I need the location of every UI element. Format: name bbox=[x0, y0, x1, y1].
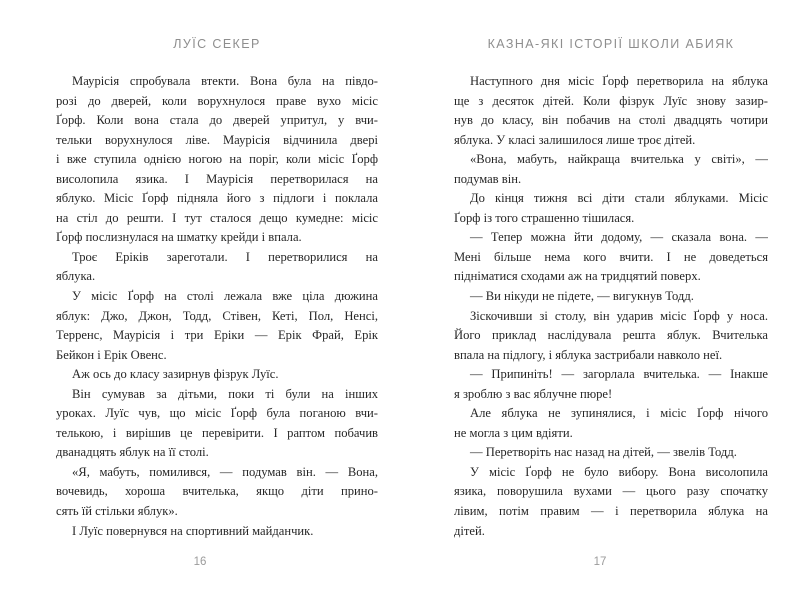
page-right bbox=[400, 0, 800, 607]
text-line: нув до класу, він побачив на столі двадцять чотири bbox=[454, 113, 768, 128]
text-line: — Припиніть! — загорлала вчителька. — Інакше bbox=[470, 367, 768, 382]
text-line: — Перетворіть нас назад на дітей, — звелів Тодд. bbox=[470, 445, 737, 460]
paragraph bbox=[454, 287, 768, 307]
text-line: впала на підлогу, і яблука застрибали навколо неї. bbox=[454, 347, 723, 362]
text-line: уроках. Луїс чув, що місіс Ґорф була поганою вчи- bbox=[56, 406, 378, 421]
text-line: висолопила язика. І Маурісія перетворилася на bbox=[56, 171, 378, 186]
text-line: яблук: Джо, Джон, Тодд, Стівен, Кеті, Пол, Ненсі, bbox=[56, 308, 378, 323]
text-line: яблука. bbox=[56, 269, 96, 284]
text-line: Ґорф. Коли вона стала до дверей упритул, у вчи- bbox=[56, 113, 378, 128]
text-line: і вже ступила однією ногою на поріг, коли місіс Ґорф bbox=[56, 152, 378, 167]
paragraph bbox=[56, 463, 378, 522]
text-line: У місіс Ґорф на столі лежала вже ціла дюжина bbox=[72, 289, 378, 304]
text-line: вочевидь, хороша вчителька, якщо діти прино- bbox=[56, 484, 378, 499]
text-line: Мені більше нема кого вчити. І не доведеться bbox=[454, 249, 768, 264]
paragraph bbox=[56, 248, 378, 287]
text-line: Бейкон і Ерік Овенс. bbox=[56, 347, 167, 362]
paragraph bbox=[454, 228, 768, 287]
text-line: ще з десяток дітей. Коли фізрук Луїс знову зазир- bbox=[454, 93, 768, 108]
paragraph bbox=[56, 72, 378, 248]
paragraph bbox=[56, 287, 378, 365]
text-line: язика, поворушила вухами — цього разу спочатку bbox=[454, 484, 768, 499]
paragraph bbox=[56, 385, 378, 463]
text-line: Аж ось до класу зазирнув фізрук Луїс. bbox=[72, 367, 279, 382]
text-line: дванадцять яблук на її столі. bbox=[56, 445, 209, 460]
page-number-right: 17 bbox=[593, 556, 607, 568]
paragraph bbox=[56, 522, 378, 542]
paragraph bbox=[454, 365, 768, 404]
text-line: телькою, і вирішив це перевірити. І раптом побачив bbox=[56, 425, 378, 440]
paragraph bbox=[56, 365, 378, 385]
text-line: дітей. bbox=[454, 523, 485, 538]
text-line: — Ви нікуди не підете, — вигукнув Тодд. bbox=[470, 289, 694, 304]
text-line: Але яблука не зупинялися, і місіс Ґорф нічого bbox=[470, 406, 768, 421]
text-line: — Тепер можна йти додому, — сказала вона. — bbox=[470, 230, 768, 245]
text-line: лівим, потім правим — і перетворила яблука на bbox=[454, 504, 768, 519]
text-line: Його приклад наслідувала решта яблук. Вчителька bbox=[454, 328, 768, 343]
running-header-author: ЛУЇС СЕКЕР bbox=[173, 37, 261, 51]
paragraph bbox=[454, 307, 768, 366]
text-line: тельки ворухнулося ліве. Маурісія відчинила двері bbox=[56, 132, 378, 147]
text-line: Ґорф послизнулася на шматку крейди і впала. bbox=[56, 230, 302, 245]
text-line: яблуко. Місіс Ґорф підняла його з підлоги і поклала bbox=[56, 191, 378, 206]
paragraph bbox=[454, 463, 768, 541]
text-column-right bbox=[454, 37, 768, 607]
text-line: подумав він. bbox=[454, 171, 522, 186]
text-line: Зіскочивши зі столу, він ударив місіс Ґорф у носа. bbox=[470, 308, 768, 323]
text-line: розі до дверей, коли ворухнулося праве вухо місіс bbox=[56, 93, 378, 108]
text-line: І Луїс повернувся на спортивний майданчик. bbox=[72, 523, 314, 538]
text-line: яблука. У класі залишилося лише троє дітей. bbox=[454, 132, 696, 147]
text-line: Троє Еріків зареготали. І перетворилися на bbox=[72, 249, 378, 264]
text-line: Він сумував за дітьми, поки ті були на інших bbox=[72, 386, 378, 401]
text-line: Терренс, Маурісія і три Еріки — Ерік Фрай, Ерік bbox=[56, 328, 378, 343]
text-line: сять їй стільки яблук». bbox=[56, 504, 178, 519]
text-line: «Я, мабуть, помилився, — подумав він. — Вона, bbox=[72, 464, 378, 479]
text-line: я зроблю з вас яблучне пюре! bbox=[454, 386, 613, 401]
paragraph bbox=[454, 189, 768, 228]
page-body-right bbox=[454, 72, 768, 541]
text-line: «Вона, мабуть, найкраща вчителька у світі», — bbox=[470, 152, 768, 167]
text-line: на стіл до решти. І тут сталося дещо кумедне: місіс bbox=[56, 210, 378, 225]
text-line: Маурісія спробувала втекти. Вона була на півдо- bbox=[72, 74, 378, 88]
paragraph bbox=[454, 72, 768, 150]
text-line: Ґорф із того страшенно тішилася. bbox=[454, 210, 635, 225]
text-line: підніматися сходами аж на тридцятий поверх. bbox=[454, 269, 701, 284]
paragraph bbox=[454, 443, 768, 463]
running-header-title: КАЗНА-ЯКІ ІСТОРІЇ ШКОЛИ АБИЯК bbox=[487, 37, 735, 51]
text-line: Наступного дня місіс Ґорф перетворила на яблука bbox=[470, 74, 768, 88]
text-line: У місіс Ґорф не було вибору. Вона висолопила bbox=[470, 464, 768, 479]
paragraph bbox=[454, 150, 768, 189]
page-body-left bbox=[56, 72, 378, 541]
text-line: не могла з цим вдіяти. bbox=[454, 425, 573, 440]
text-line: До кінця тижня всі діти стали яблуками. Місіс bbox=[470, 191, 768, 206]
page-number-left: 16 bbox=[193, 556, 207, 568]
text-column-left bbox=[56, 37, 378, 607]
paragraph bbox=[454, 404, 768, 443]
